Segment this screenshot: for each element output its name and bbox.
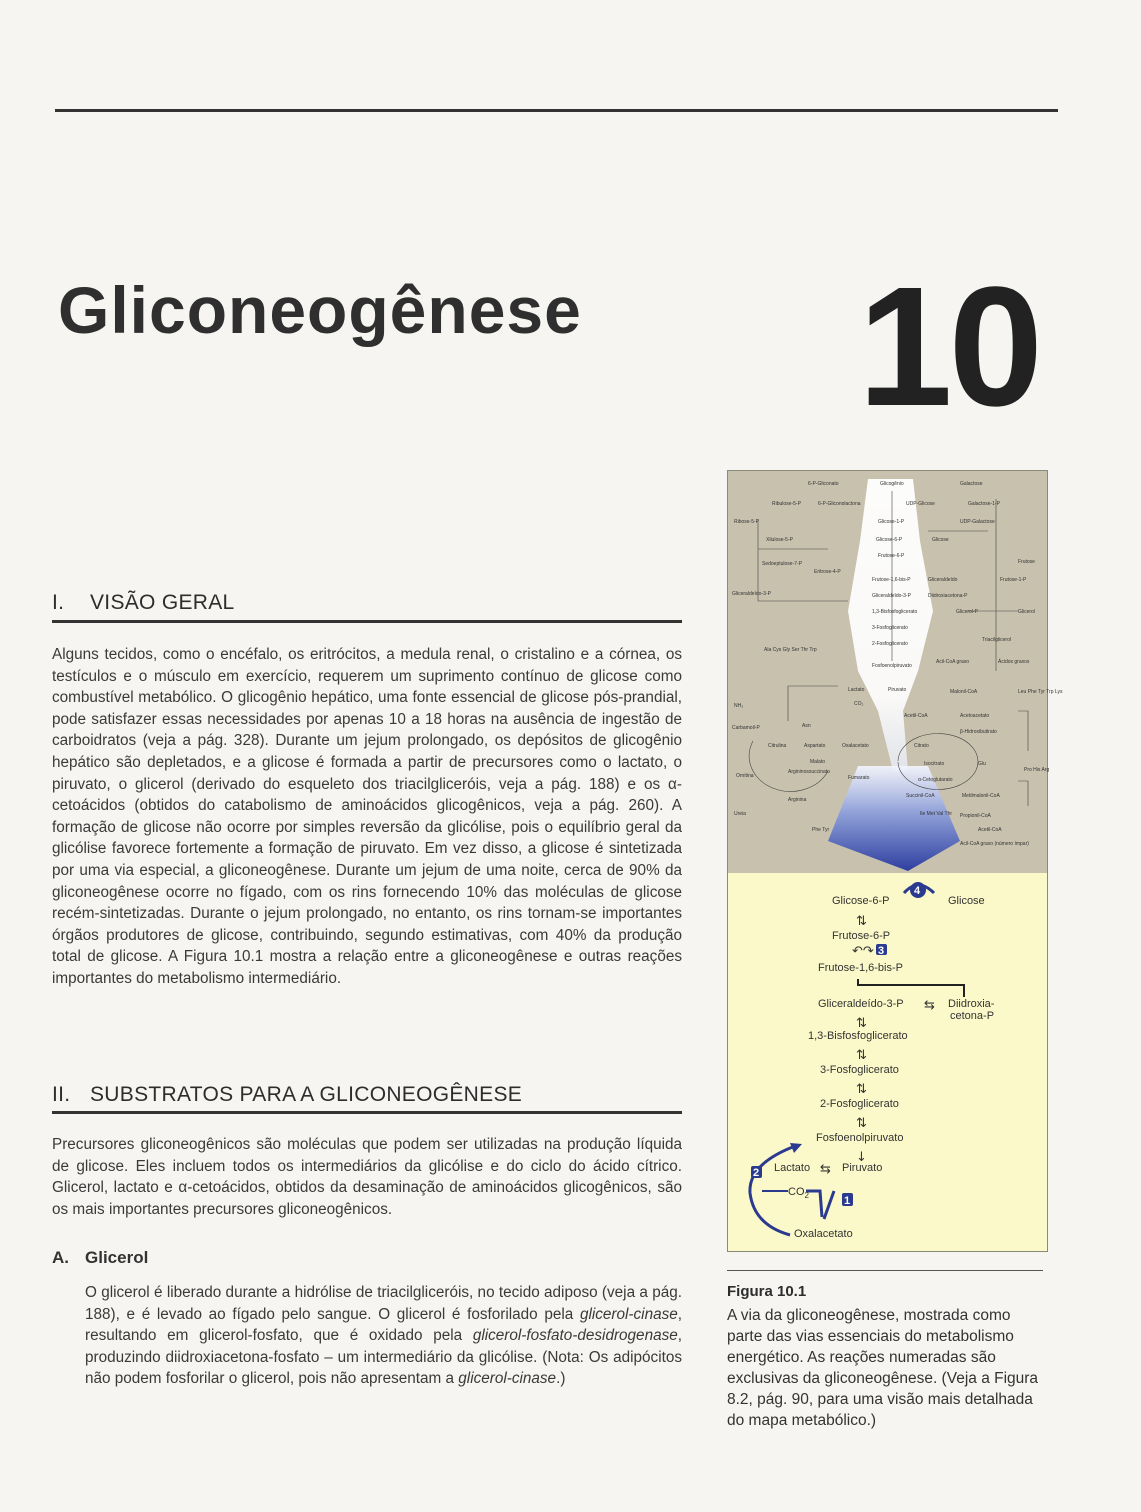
map-label: Pro His Arg xyxy=(1024,767,1050,773)
map-label: Malato xyxy=(810,759,826,765)
carboxylation-arrow-icon xyxy=(824,1191,834,1219)
subheading-glicerol xyxy=(52,1248,148,1268)
map-label: Ácidos graxos xyxy=(998,659,1030,665)
section-rule xyxy=(52,1111,682,1114)
map-label: Citrulina xyxy=(768,743,787,749)
map-label: Ureia xyxy=(734,811,746,817)
map-label: Propionil-CoA xyxy=(960,813,991,819)
map-label: CO₂ xyxy=(854,701,864,707)
map-label: Ribulose-5-P xyxy=(772,501,801,507)
text-run: .) xyxy=(556,1370,566,1388)
reversible-arrow-icon: ⇅ xyxy=(856,914,867,929)
map-label: Fumarato xyxy=(848,775,870,781)
paragraph-substratos: Precursores gliconeogênicos são moléculas que podem ser utilizadas na produção líquida de glicose. Eles incluem todos os intermediários da glicólise e do ciclo do ácido cítrico. Glicerol, lactato e α-cetoácidos, obtidos da desaminação de aminoácidos glicogênicos, são os mais importantes precursores gliconeogênicos. xyxy=(52,1136,682,1218)
figure-caption-text: A via da gliconeogênese, mostrada como parte das vias essenciais do metabolismo energético. As reações numeradas são exclusivas da gliconeogênese. (Veja a Figura 8.2, pág. 90, para uma visão mais detalhada do mapa metabólico.) xyxy=(727,1307,1039,1429)
map-label: Phe Tyr xyxy=(812,827,830,833)
map-label: Galactose xyxy=(960,481,983,487)
pathway-lactato: Lactato xyxy=(774,1162,811,1174)
enzyme-name: glicerol-cinase xyxy=(579,1305,678,1323)
map-label: Gliceraldeído-3-P xyxy=(872,593,911,599)
map-label: 1,3-Bisfosfoglicerato xyxy=(872,609,918,615)
map-label: Frutose-1-P xyxy=(1000,577,1027,583)
pathway-diidroxia: Diidroxia- xyxy=(948,998,995,1010)
pathway-piruvato: Piruvato xyxy=(842,1162,883,1174)
pathway-fosfoglicerato2: 2-Fosfoglicerato xyxy=(820,1098,899,1110)
map-label: Diidroxiacetona-P xyxy=(928,593,968,599)
map-label: Eritrose-4-P xyxy=(814,569,841,575)
figure-caption-title: Figura 10.1 xyxy=(727,1283,807,1300)
pathway-co2 xyxy=(788,1186,810,1200)
map-label: Glicose xyxy=(932,537,949,543)
metabolic-map xyxy=(728,471,1063,873)
pathway-fosfoglicerato3: 3-Fosfoglicerato xyxy=(820,1064,899,1076)
map-label: 2-Fosfoglicerato xyxy=(872,641,908,647)
map-label: Oxalacetato xyxy=(842,743,869,749)
top-rule xyxy=(55,109,1058,112)
map-label: Glicerol xyxy=(1018,609,1035,615)
map-label: Fosfoenolpiruvato xyxy=(872,663,912,669)
map-label: Glicerol-P xyxy=(956,609,978,615)
irreversible-arrows-icon: ↶↷ xyxy=(852,944,874,959)
map-label: Isocitrato xyxy=(924,761,945,767)
pathway-fosfoenolpiruvato: Fosfoenolpiruvato xyxy=(816,1132,904,1144)
reversible-arrow-icon: ⇅ xyxy=(856,1116,867,1131)
section-title: VISÃO GERAL xyxy=(90,591,235,614)
co2-subscript: 2 xyxy=(804,1191,809,1200)
pathway-bisfosfoglicerato: 1,3-Bisfosfoglicerato xyxy=(808,1030,908,1042)
map-label: Ornitina xyxy=(736,773,754,779)
pathway-frutose6p: Frutose-6-P xyxy=(832,930,891,942)
map-label: Acetil-CoA xyxy=(904,713,928,719)
map-label: Glu xyxy=(978,761,986,767)
reversible-arrow-icon: ⇆ xyxy=(924,998,935,1013)
section-heading-substratos xyxy=(52,1083,522,1107)
map-label: Galactose-1-P xyxy=(968,501,1000,507)
map-label: Glicogênio xyxy=(880,481,904,487)
paragraph-glicerol xyxy=(85,1282,682,1390)
enzyme-name: glicerol-fosfato-desidrogenase xyxy=(472,1327,678,1345)
map-label: Glicose-1-P xyxy=(878,519,905,525)
map-label: 6-P-Gliconolactona xyxy=(818,501,861,507)
map-label: Carbamoil-P xyxy=(732,725,760,731)
pathway-cetonap: cetona-P xyxy=(950,1010,995,1022)
chapter-title: Gliconeogênese xyxy=(58,273,582,347)
section-rule xyxy=(52,620,682,623)
map-label: Frutose xyxy=(1018,559,1035,565)
text-run: , resultando em glicerol-fosfato, que é oxidado pela xyxy=(85,1305,682,1345)
section-number: II. xyxy=(52,1083,71,1106)
text-run: , produzindo diidroxiacetona-fosfato – um intermediário da glicólise. (Nota: Os adipócitos não podem fosforilar o glicerol, pois não apresentam a xyxy=(85,1327,682,1388)
map-label: β-Hidroxibutirato xyxy=(960,729,997,735)
figure-caption-rule xyxy=(727,1270,1043,1271)
section-title: SUBSTRATOS PARA A GLICONEOGÊNESE xyxy=(90,1083,523,1106)
map-label: UDP-Glicose xyxy=(906,501,935,507)
co2-text: CO xyxy=(788,1186,805,1198)
down-arrow-icon: ↓ xyxy=(856,1150,867,1165)
subsection-number: A. xyxy=(52,1248,69,1267)
reversible-arrow-icon: ⇆ xyxy=(820,1162,831,1177)
reversible-arrow-icon: ⇅ xyxy=(856,1016,867,1031)
map-label: Frutose-6-P xyxy=(878,553,905,559)
map-label: Citrato xyxy=(914,743,929,749)
pathway-frutose16: Frutose-1,6-bis-P xyxy=(818,962,903,974)
map-label: Acetoacetato xyxy=(960,713,990,719)
step-number-1: 1 xyxy=(844,1195,851,1207)
chapter-number: 10 xyxy=(858,252,1040,442)
pathway-oxalacetato: Oxalacetato xyxy=(794,1228,853,1240)
map-label: Malonil-CoA xyxy=(950,689,978,695)
map-label: Argininossuccinato xyxy=(788,769,830,775)
subsection-title: Glicerol xyxy=(85,1248,149,1267)
map-label: 3-Fosfoglicerato xyxy=(872,625,908,631)
map-label: Sedoeptulose-7-P xyxy=(762,561,803,567)
section-heading-visao-geral xyxy=(52,591,235,615)
pathway-gliceraldeido3p: Gliceraldeído-3-P xyxy=(818,998,904,1010)
pathway-diagram xyxy=(728,873,1047,1251)
reversible-arrow-icon: ⇅ xyxy=(856,1082,867,1097)
step-number-4: 4 xyxy=(914,885,921,897)
map-label: Glicose-6-P xyxy=(876,537,903,543)
map-label: Aspartato xyxy=(804,743,826,749)
map-label: Gliceraldeído-3-P xyxy=(732,591,771,597)
map-label: α-Cetoglutarato xyxy=(918,777,953,783)
map-label: Piruvato xyxy=(888,687,907,693)
map-label: Lactato xyxy=(848,687,865,693)
map-label: Ile Met Val Thr xyxy=(920,811,953,817)
map-label: Triacilglicerol xyxy=(982,637,1011,643)
map-label: Asn xyxy=(802,723,811,729)
map-label: NH₃ xyxy=(734,703,744,709)
split-arrow-icon xyxy=(858,979,964,997)
map-label: Succinil-CoA xyxy=(906,793,935,799)
reversible-arrow-icon: ⇅ xyxy=(856,1048,867,1063)
step-number-2: 2 xyxy=(753,1167,760,1179)
text-run: O glicerol é liberado durante a hidrólise de triacilgliceróis, no tecido adiposo (veja a pág. 188), e é levado ao fígado pelo sangue. O glicerol é fosforilado pela xyxy=(85,1284,682,1323)
map-label: UDP-Galactose xyxy=(960,519,995,525)
map-label: Ribose-5-P xyxy=(734,519,760,525)
map-label: Metilmalonil-CoA xyxy=(962,793,1000,799)
map-label: Acetil-CoA xyxy=(978,827,1002,833)
map-label: Gliceraldeído xyxy=(928,577,958,583)
metabolic-map-svg xyxy=(728,471,1063,873)
map-label: 6-P-Gliconato xyxy=(808,481,839,487)
map-label: Leu Phe Tyr Trp Lys xyxy=(1018,689,1063,695)
figure-gliconeogenese xyxy=(727,470,1063,1252)
map-label: Acil-CoA graxo xyxy=(936,659,970,665)
map-label: Ala Cys Gly Ser Thr Trp xyxy=(764,647,817,653)
map-label: Acil-CoA graxo (número ímpar) xyxy=(960,841,1029,847)
pathway-glicose: Glicose xyxy=(948,895,985,907)
step-number-3: 3 xyxy=(878,945,885,957)
map-label: Frutose-1,6-bis-P xyxy=(872,577,911,583)
pathway-glicose6p: Glicose-6-P xyxy=(832,895,890,907)
section-number: I. xyxy=(52,591,65,614)
enzyme-name: glicerol-cinase xyxy=(458,1370,557,1388)
paragraph-visao-geral: Alguns tecidos, como o encéfalo, os eritrócitos, a medula renal, o cristalino e a córnea, os testículos e o músculo em exercício, requerem um suprimento contínuo de glicose como combustível metabólico. O glicogênio hepático, uma fonte essencial de glicose pós-prandial, pode satisfazer essas necessidades por apenas 10 a 18 horas na ausência de ingestão de carboidratos (veja a pág. 328). Durante um jejum prolongado, os depósitos de glicogênio hepático são depletados, e a glicose é formada a partir de precursores como o lactato, o piruvato, o glicerol (derivado do esqueleto dos triacilgliceróis, veja a pág. 188) e os α-cetoácidos (obtidos do catabolismo de aminoácidos glicogênicos, veja a pág. 260). A formação de glicose não ocorre por simples reversão da glicólise, pois o equilíbrio geral da glicólise favorece fortemente a formação de piruvato. Em vez disso, a glicose é sintetizada por uma via especial, a gliconeogênese. Durante um jejum de uma noite, cerca de 90% da gliconeogênese ocorre no fígado, com os rins fornecendo 10% das moléculas de glicose recém-sintetizadas. Durante o jejum prolongado, no entanto, os rins tornam-se importantes órgãos produtores de glicose, contribuindo, segundo estimativas, com 40% da produção total de glicose. A Figura 10.1 mostra a relação entre a gliconeogênese e outras reações importantes do metabolismo intermediário. xyxy=(52,646,682,987)
map-label: Arginina xyxy=(788,797,807,803)
map-label: Xilulose-5-P xyxy=(766,537,793,543)
